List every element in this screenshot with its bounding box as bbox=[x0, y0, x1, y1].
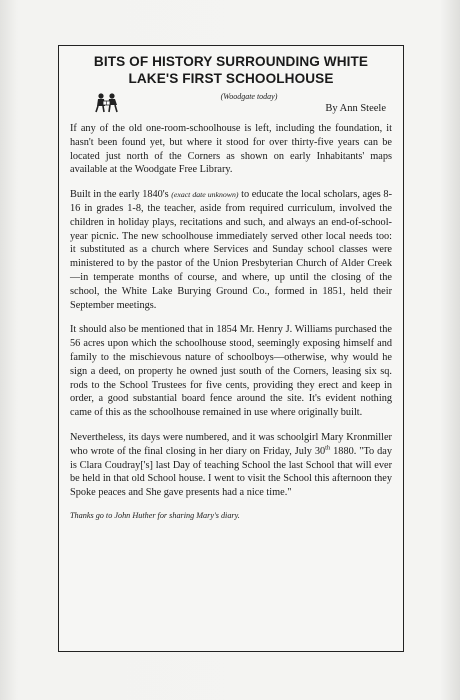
paragraph-2-rest: to educate the local scholars, ages 8-16 in grades 1-8, the teacher, aside from required curriculum, involved the children in holiday plays, recitations and such, and always an end-of-school-year picnic. The new schoolhouse immediately served other local needs too: it substituted as a church where Services and Sunday school classes were ministered to by the pastor of the Union Presbyterian Church of Alder Creek—in temperate months of course, and where, up until the closing of the school, the White Lake Burying Ground Co., formed in 1851, held their September meetings. bbox=[70, 189, 392, 311]
paragraph-2-start: Built in the early 1840's bbox=[70, 189, 169, 201]
article-title bbox=[70, 53, 392, 87]
paragraph-4 bbox=[70, 431, 392, 500]
paragraph-4-rest: 1880. "To day is Clara Coudray['s] last Day of teaching School the last School that will ever be held in that old School house. I went to visit the School this afternoon they Spoke peaces and She gave presents had a nice time." bbox=[70, 445, 392, 499]
acknowledgement: Thanks go to John Huther for sharing Mary's diary. bbox=[70, 510, 240, 520]
title-line-1: BITS OF HISTORY SURROUNDING WHITE bbox=[93, 54, 369, 69]
paragraph-2 bbox=[70, 188, 392, 312]
title-line-2: LAKE'S FIRST SCHOOLHOUSE bbox=[128, 71, 334, 86]
article-body bbox=[70, 122, 392, 500]
paragraph-1: If any of the old one-room-schoolhouse is left, including the foundation, it hasn't been found yet, but where it stood for over thirty-five years can be located just north of the Corners as shown on early Inhabitants' maps available at the Woodgate Free Library. bbox=[70, 123, 392, 176]
byline-row bbox=[70, 92, 392, 122]
article-author: By Ann Steele bbox=[325, 103, 386, 114]
paragraph-2-note: (exact date unknown) bbox=[171, 190, 239, 200]
article-subtitle: (Woodgate today) bbox=[220, 92, 278, 101]
article-frame bbox=[58, 45, 404, 652]
paragraph-3: It should also be mentioned that in 1854 Mr. Henry J. Williams purchased the 56 acres upon which the schoolhouse stood, seemingly exposing himself and family to the mischievous nature of schoolboys—otherwise, why would he sign a deed, on property he owned just south of the Corners, leasing six sq. rods to the School Trustees for five cents, providing they erect and keep in order, a good substantial board fence around the site. It's evident nothing came of this as the schoolhouse remained in use where originally built. bbox=[70, 324, 392, 419]
paragraph-4-start: Nevertheless, its days were numbered, and it was schoolgirl Mary Kronmiller who wrote of the final closing in her diary on Friday, July 30 bbox=[70, 431, 392, 457]
paragraph-4-sup: th bbox=[325, 444, 331, 452]
